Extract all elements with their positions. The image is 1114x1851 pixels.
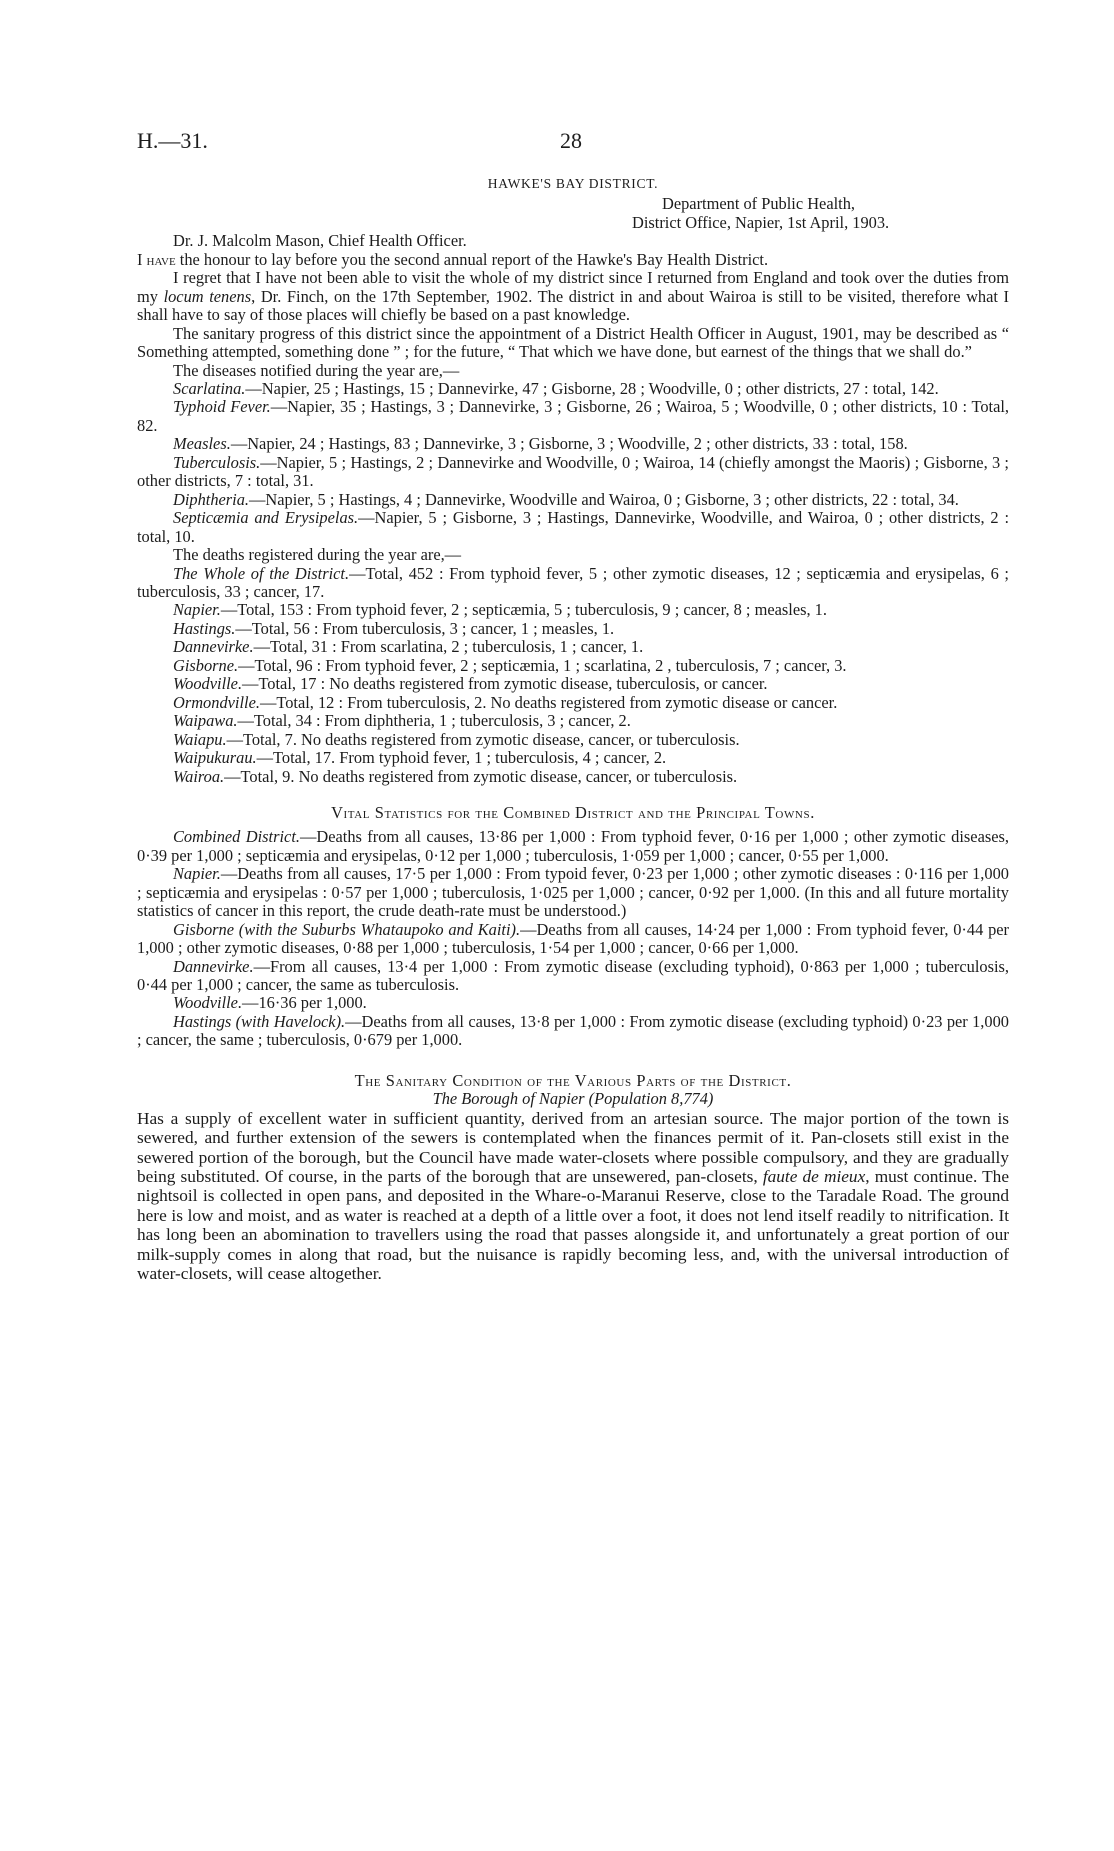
paragraph-progress: The sanitary progress of this district since the appointment of a District Health Officer in August, 1901, may be described as “ Something attempted, something done ” ; for the future, “ That which we have done, but earnest of the things that we shall do.” <box>137 323 1009 362</box>
death-figures: —Total, 31 : From scarlatina, 2 ; tuberculosis, 1 ; cancer, 1. <box>253 637 644 657</box>
death-figures: —Total, 452 : From typhoid fever, 5 ; other zymotic diseases, 12 ; septicæmia and erysipelas, 6 ; tuberculosis, 33 ; cancer, 17. <box>137 563 1009 601</box>
deaths-item <box>137 565 1009 602</box>
salutation: Dr. J. Malcolm Mason, Chief Health Officer. <box>173 231 467 251</box>
disease-name: Diphtheria. <box>173 489 250 509</box>
intro-text: the honour to lay before you the second annual report of the Hawke's Bay Health District. <box>175 249 769 269</box>
vital-item <box>137 865 1009 920</box>
intro-paragraph <box>137 251 1009 269</box>
paragraph-text: , Dr. Finch, on the 17th September, 1902. The district in and about Wairoa is still to be visited, therefore what I shall have to say of those places will chiefly be based on a past knowledge. <box>137 286 1009 325</box>
place-name: Combined District. <box>173 827 300 847</box>
paragraph-diseases-intro: The diseases notified during the year are,— <box>173 360 460 380</box>
disease-name: Tuberculosis. <box>173 452 261 472</box>
place-name: Dannevirke. <box>173 956 254 976</box>
place-name: Hastings. <box>173 618 236 638</box>
disease-counts: —Napier, 5 ; Gisborne, 3 ; Hastings, Dannevirke, Woodville, and Wairoa, 0 ; other districts, 2 : total, 10. <box>137 508 1009 546</box>
death-figures: —Total, 34 : From diphtheria, 1 ; tuberculosis, 3 ; cancer, 2. <box>237 711 631 731</box>
disease-counts: —Napier, 5 ; Hastings, 4 ; Dannevirke, Woodville and Wairoa, 0 ; Gisborne, 3 ; other districts, 22 : total, 34. <box>249 489 959 509</box>
deaths-item <box>137 749 1009 767</box>
disease-counts: —Napier, 24 ; Hastings, 83 ; Dannevirke, 3 ; Gisborne, 3 ; Woodville, 2 ; other districts, 33 : total, 158. <box>230 434 908 454</box>
deaths-item <box>137 731 1009 749</box>
paragraph-visit <box>137 269 1009 324</box>
office-line: District Office, Napier, 1st April, 1903. <box>632 212 890 232</box>
rate-figures: —16·36 per 1,000. <box>242 993 367 1013</box>
place-name: Napier. <box>173 864 221 884</box>
notified-diseases-list <box>137 380 1009 546</box>
district-title: HAWKE'S BAY DISTRICT. <box>487 176 659 191</box>
place-name: Woodville. <box>173 993 243 1013</box>
death-figures: —Total, 17 : No deaths registered from zymotic disease, tuberculosis, or cancer. <box>242 674 768 694</box>
deaths-intro: The deaths registered during the year are,— <box>173 545 462 565</box>
death-figures: —Total, 9. No deaths registered from zymotic disease, cancer, or tuberculosis. <box>224 766 738 786</box>
intro-lead-word: I have <box>137 249 176 269</box>
page-number: 28 <box>560 128 582 153</box>
vital-item <box>137 828 1009 865</box>
parliamentary-paper-code: H.—31. <box>137 128 208 153</box>
notified-item <box>137 380 1009 398</box>
deaths-item <box>137 694 1009 712</box>
place-name: Waiapu. <box>173 729 227 749</box>
death-figures: —Total, 17. From typhoid fever, 1 ; tuberculosis, 4 ; cancer, 2. <box>256 748 667 768</box>
disease-counts: —Napier, 5 ; Hastings, 2 ; Dannevirke and Woodville, 0 ; Wairoa, 14 (chiefly amongst the Maoris) ; Gisborne, 3 ; other districts, 7 : total, 31. <box>137 452 1009 491</box>
vital-item <box>137 921 1009 958</box>
rate-figures: —Deaths from all causes, 13·8 per 1,000 : From zymotic disease (excluding typhoid) 0·23 per 1,000 ; cancer, the same ; tuberculosis, 0·679 per 1,000. <box>137 1011 1009 1050</box>
place-name: Ormondville. <box>173 692 260 712</box>
notified-item <box>137 398 1009 435</box>
place-name: Gisborne. <box>173 655 239 675</box>
rate-figures: —Deaths from all causes, 17·5 per 1,000 : From typoid fever, 0·23 per 1,000 ; other zymotic diseases : 0·116 per 1,000 ; septicæmia and erysipelas : 0·57 per 1,000 ; tuberculosis, 1·025 per 1,000 ; cancer, 0·92 per 1,000. (In this and all future mortality statistics of cancer in this report, the crude death-rate must be understood.) <box>137 864 1009 921</box>
place-name: Waipawa. <box>173 711 238 731</box>
place-name: The Whole of the District. <box>173 563 350 583</box>
notified-item <box>137 435 1009 453</box>
deaths-item <box>137 657 1009 675</box>
deaths-item <box>137 768 1009 786</box>
rate-figures: —From all causes, 13·4 per 1,000 : From zymotic disease (excluding typhoid), 0·863 per 1,000 ; tuberculosis, 0·44 per 1,000 ; cancer, the same as tuberculosis. <box>137 956 1009 995</box>
deaths-item <box>137 638 1009 656</box>
rate-figures: —Deaths from all causes, 14·24 per 1,000 : From typhoid fever, 0·44 per 1,000 ; other zymotic diseases, 0·88 per 1,000 ; tuberculosis, 1·54 per 1,000 ; cancer, 0·66 per 1,000. <box>137 919 1009 958</box>
death-figures: —Total, 56 : From tuberculosis, 3 ; cancer, 1 ; measles, 1. <box>235 618 615 638</box>
french-phrase: faute de mieux <box>762 1166 866 1186</box>
deaths-item <box>137 712 1009 730</box>
deaths-item <box>137 675 1009 693</box>
place-name: Wairoa. <box>173 766 225 786</box>
death-figures: —Total, 96 : From typhoid fever, 2 ; septicæmia, 1 ; scarlatina, 2 , tuberculosis, 7 ; cancer, 3. <box>238 655 847 675</box>
borough-subheading <box>137 1090 1009 1108</box>
place-name: Hastings (with Havelock). <box>173 1011 346 1031</box>
place-name: Gisborne (with the Suburbs Whataupoko and Kaiti). <box>173 919 521 939</box>
deaths-item <box>137 601 1009 619</box>
vital-item <box>137 994 1009 1012</box>
rate-figures: —Deaths from all causes, 13·86 per 1,000 : From typhoid fever, 0·16 per 1,000 ; other zymotic diseases, 0·39 per 1,000 ; septicæmia and erysipelas, 0·12 per 1,000 ; tuberculosis, 1·059 per 1,000 ; cancer, 0·55 per 1,000. <box>137 827 1009 865</box>
page-header <box>0 128 1114 158</box>
borough-title: The Borough of Napier (Population 8,774) <box>432 1089 714 1109</box>
death-figures: —Total, 12 : From tuberculosis, 2. No deaths registered from zymotic disease or cancer. <box>259 692 838 712</box>
death-figures: —Total, 153 : From typhoid fever, 2 ; septicæmia, 5 ; tuberculosis, 9 ; cancer, 8 ; measles, 1. <box>220 600 827 620</box>
notified-item <box>137 509 1009 546</box>
disease-name: Septicæmia and Erysipelas. <box>173 508 359 528</box>
notified-item <box>137 454 1009 491</box>
vital-item <box>137 1013 1009 1050</box>
paragraph-text: Has a supply of excellent water in sufficient quantity, derived from an artesian source. The major portion of the town is sewered, and further extension of the sewers is contemplated when the finances permit of it. Pan-closets still exist in the sewered portion of the borough, but the Council have made water-closets where possible compulsory, and they are gradually being substituted. Of course, in the parts of the borough that are unsewered, pan-closets, <box>137 1108 1009 1186</box>
place-name: Waipukurau. <box>173 748 257 768</box>
notified-item <box>137 491 1009 509</box>
place-name: Dannevirke. <box>173 637 254 657</box>
report-body <box>137 175 1009 1283</box>
disease-counts: —Napier, 35 ; Hastings, 3 ; Dannevirke, 3 ; Gisborne, 26 ; Wairoa, 5 ; Woodville, 0 ; other districts, 10 : Total, 82. <box>137 397 1009 435</box>
disease-name: Typhoid Fever. <box>173 397 271 417</box>
vital-statistics-list <box>137 828 1009 1049</box>
disease-counts: —Napier, 25 ; Hastings, 15 ; Dannevirke, 47 ; Gisborne, 28 ; Woodville, 0 ; other districts, 27 : total, 142. <box>245 378 939 398</box>
disease-name: Measles. <box>173 434 231 454</box>
deaths-item <box>137 620 1009 638</box>
vital-statistics-heading: Vital Statistics for the Combined District and the Principal Towns. <box>331 802 815 822</box>
sanitary-condition-heading: The Sanitary Condition of the Various Parts of the District. <box>354 1070 792 1090</box>
address-block <box>632 195 1009 232</box>
place-name: Napier. <box>173 600 221 620</box>
paragraph-text: I regret that I have not been able to visit the whole of my district since I returned from England and took over the duties from my <box>137 268 1009 306</box>
deaths-list <box>137 565 1009 786</box>
latin-phrase: locum tenens <box>163 286 252 306</box>
napier-paragraph <box>137 1109 1009 1284</box>
vital-item <box>137 958 1009 995</box>
paragraph-text: , must continue. The nightsoil is collected in open pans, and deposited in the Whare-o-Maranui Reserve, close to the Taradale Road. The ground here is low and moist, and as water is reached at a depth of a little over a foot, it does not lend itself readily to nitrification. It has long been an abomination to travellers using the road that passes alongside it, and unfortunately a great portion of our milk-supply comes in along that road, but the nuisance is rapidly becoming less, and, with the universal introduction of water-closets, will cease altogether. <box>137 1166 1009 1283</box>
death-figures: —Total, 7. No deaths registered from zymotic disease, cancer, or tuberculosis. <box>226 729 740 749</box>
place-name: Woodville. <box>173 674 243 694</box>
department-line: Department of Public Health, <box>662 194 855 214</box>
disease-name: Scarlatina. <box>173 378 246 398</box>
